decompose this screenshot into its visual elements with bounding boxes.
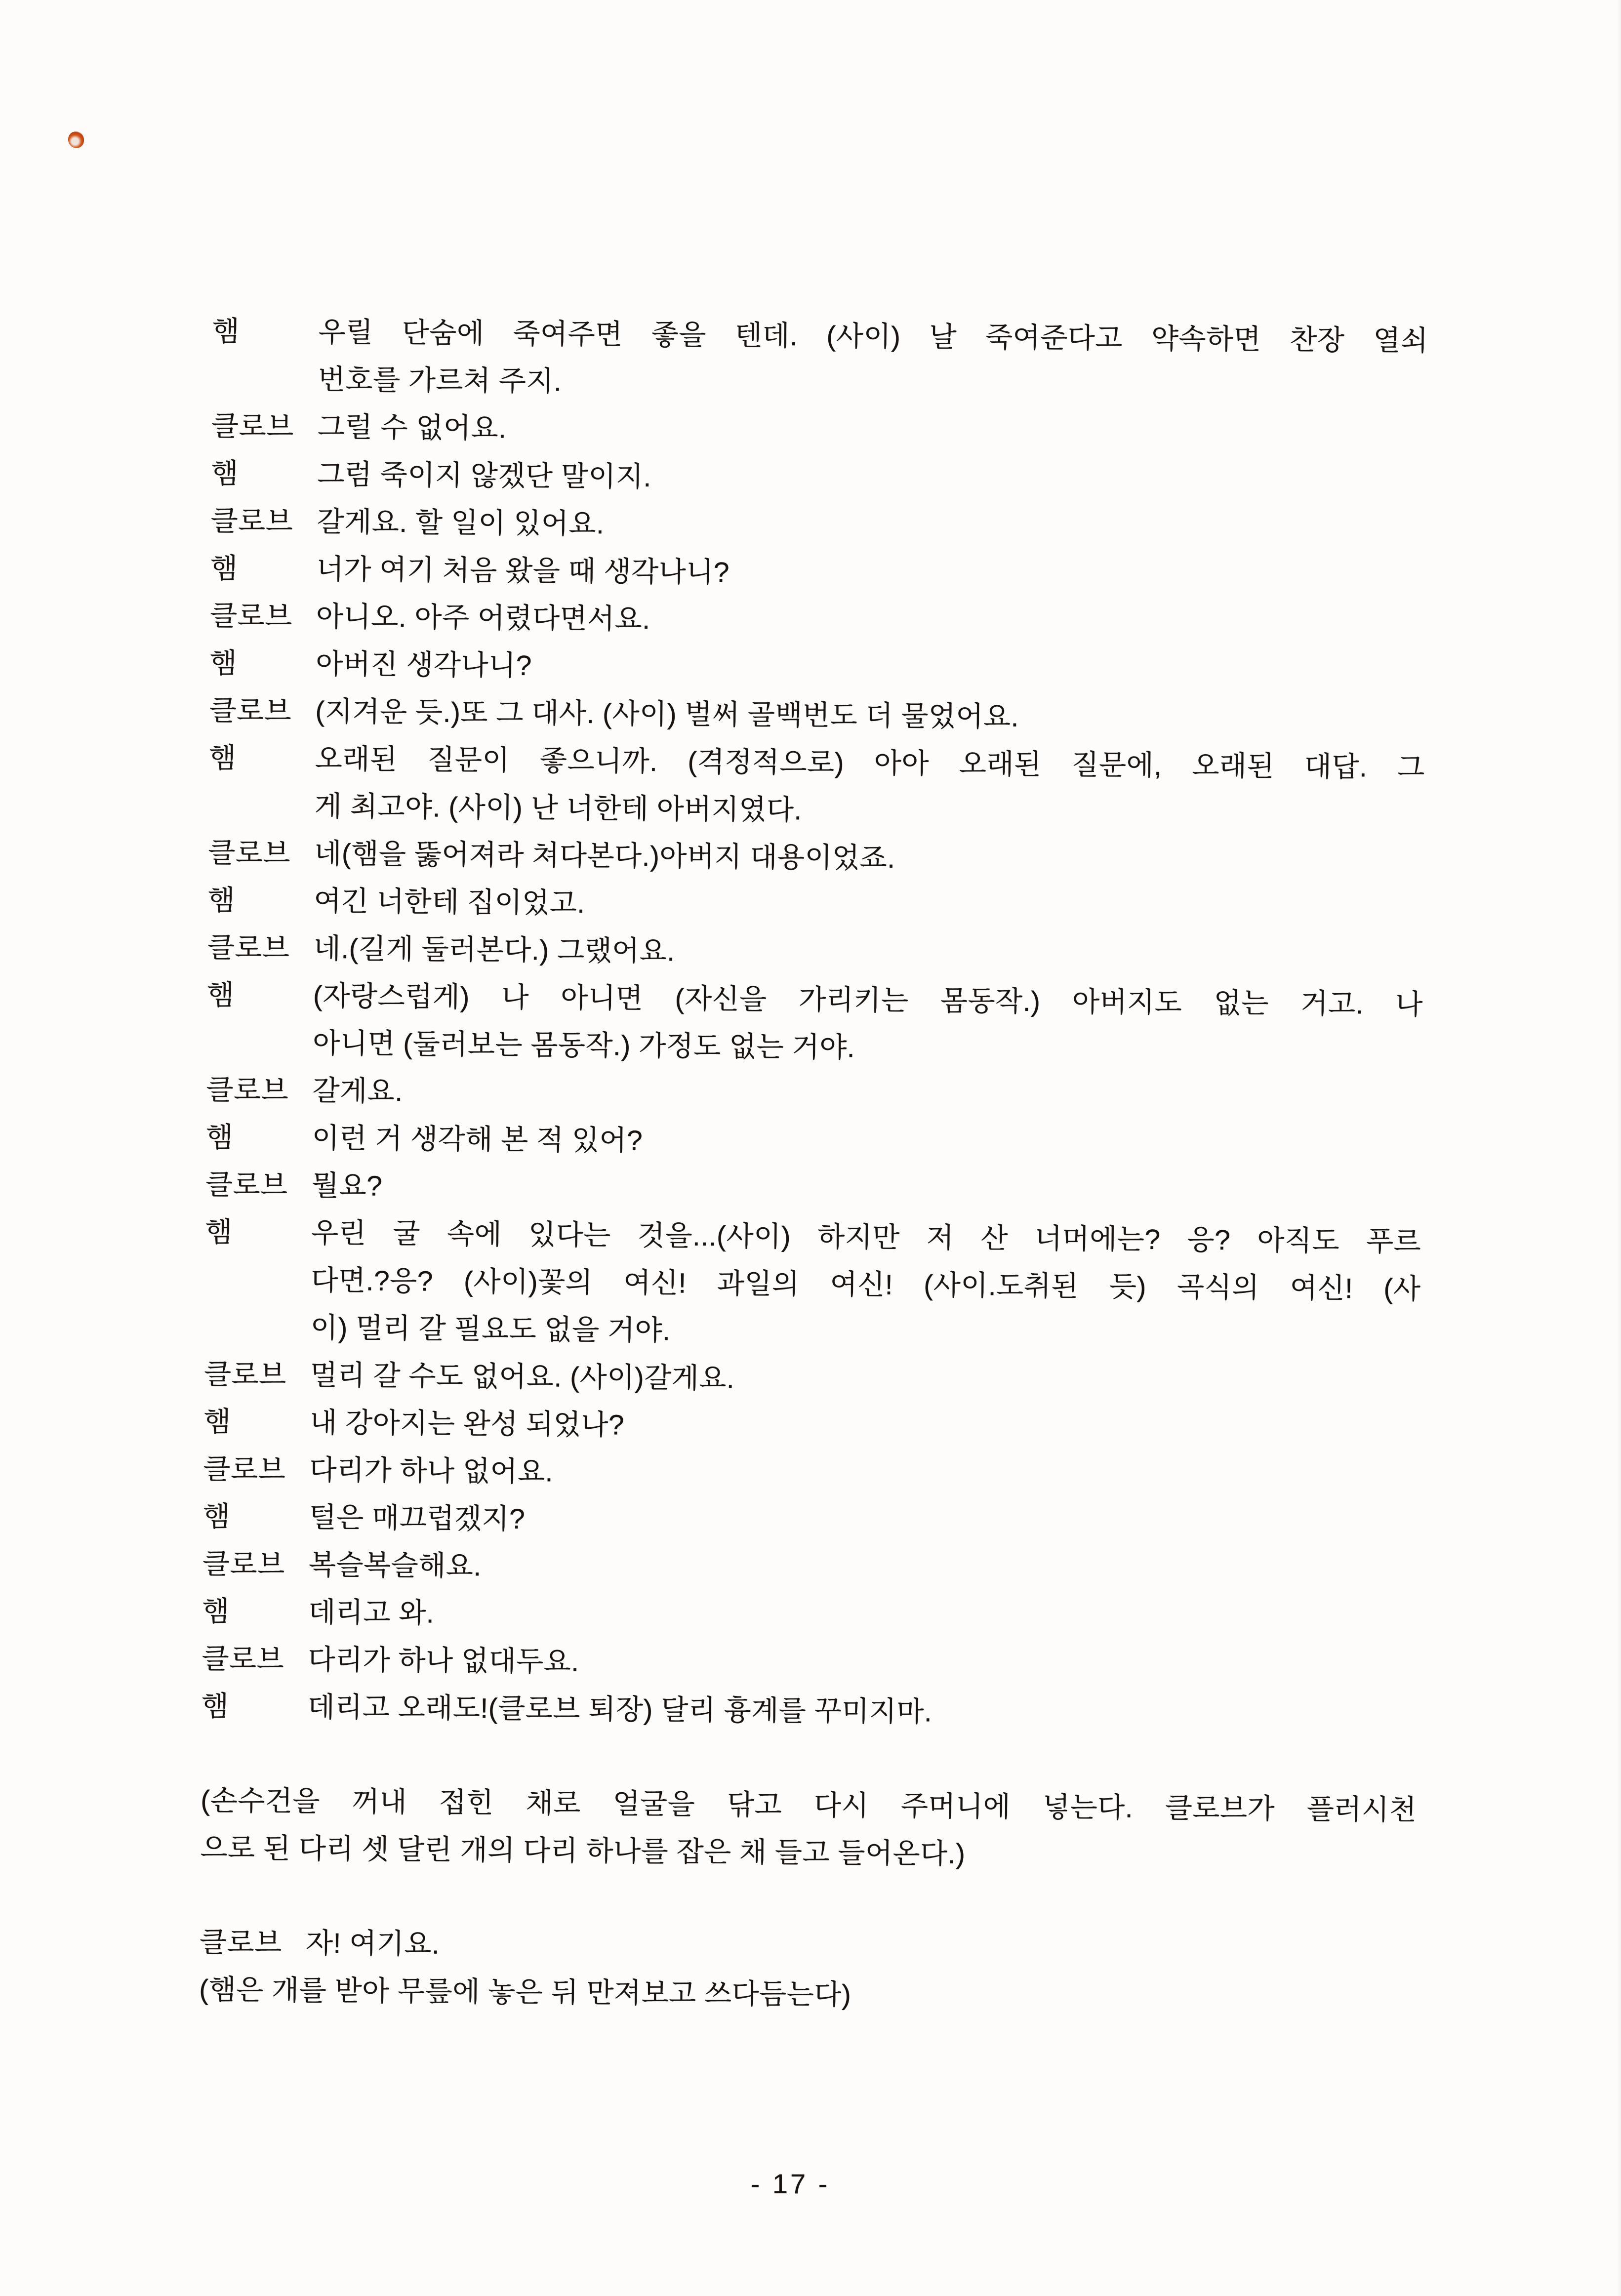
speaker-name: 햄 [205,1216,233,1249]
dialogue-text: 털은 매끄럽겠지? [309,1501,526,1535]
speaker-name: 클로브 [209,600,293,633]
speaker-name: 햄 [207,884,236,917]
speaker-name: 햄 [209,647,238,680]
speaker-name: 햄 [206,979,235,1011]
dialogue-text: 자! 여기요. [305,1927,440,1960]
speaker-name: 클로브 [202,1643,284,1676]
dialogue-text: 데리고 오래도!(클로브 퇴장) 달리 흉계를 꾸미지마. [307,1691,932,1728]
dialogue-line [211,308,1428,412]
dialogue-text: 그럴 수 없어요. [317,411,507,444]
script-text-block [199,308,1428,2023]
speaker-name: 클로브 [207,931,290,965]
dialogue-text: 그럼 죽이지 않겠단 말이지. [317,458,652,493]
stage-direction-text: (손수건을 꺼내 접힌 채로 얼굴을 닦고 다시 주머니에 넣는다. 클로브가 플러시천 으로 된 다리 셋 달린 개의 다리 하나를 잡은 채 들고 들어온다.) [200,1784,1417,1870]
dialogue-text: 네.(길게 둘러본다.) 그랬어요. [313,932,675,967]
dialogue-text: 복슬복슬해요. [308,1549,482,1582]
dialogue-text: 뭘요? [311,1169,383,1202]
speaker-name: 햄 [211,457,239,490]
dialogue-text: 데리고 와. [308,1596,435,1629]
dialogue-text: 다리가 하나 없어요. [309,1454,554,1488]
speaker-name: 햄 [203,1406,232,1438]
dialogue-text: 다리가 하나 없대두요. [308,1644,579,1678]
speaker-name: 햄 [201,1690,229,1723]
dialogue-text: 우릴 단숨에 죽여주면 좋을 텐데. (사이) 날 죽여준다고 약속하면 찬장 열쇠 번호를 가르쳐 주지. [318,316,1428,398]
speaker-name: 클로브 [203,1453,286,1486]
red-ink-dot [67,130,85,150]
speaker-name: 클로브 [209,694,292,727]
stage-direction-text: (햄은 개를 받아 무릎에 놓은 뒤 만져보고 쓰다듬는다) [199,1974,851,2011]
dialogue-text: 여긴 너한테 집이었고. [314,885,585,919]
dialogue-text: (지겨운 듯.)또 그 대사. (사이) 벌써 골백번도 더 물었어요. [315,695,1019,733]
dialogue-text: 이런 거 생각해 본 적 있어? [312,1122,643,1157]
dialogue-text: 갈게요. [312,1075,403,1108]
speaker-name: 클로브 [205,1168,288,1202]
dialogue-text: 너가 여기 처음 왔을 때 생각나니? [316,553,730,589]
dialogue-text: 우린 굴 속에 있다는 것을...(사이) 하지만 저 산 너머에는? 응? 아직도 푸르 다면.?응? (사이)꽃의 여신! 과일의 여신! (사이.도취된 듯) 곡식의 여신! (사 이) 멀리 갈 필요도 없을 거야. [310,1217,1421,1347]
dialogue-text: (자랑스럽게) 나 아니면 (자신을 가리키는 몸동작.) 아버지도 없는 거고. 나 아니면 (둘러보는 몸동작.) 가정도 없는 거야. [313,980,1423,1064]
speaker-name: 클로브 [208,837,291,870]
speaker-name: 햄 [203,1500,231,1533]
dialogue-line [208,734,1425,839]
speaker-name: 클로브 [206,1074,289,1107]
dialogue-text: 아버진 생각나니? [316,648,532,682]
dialogue-text: 내 강아지는 완성 되었나? [310,1407,625,1441]
speaker-name: 햄 [210,552,238,585]
speaker-name: 클로브 [202,1548,285,1581]
speaker-name: 햄 [205,1121,234,1154]
speaker-name: 햄 [212,315,240,348]
speaker-name: 클로브 [199,1926,282,1959]
dialogue-text: 멀리 갈 수도 없어요. (사이)갈게요. [310,1359,735,1395]
dialogue-line [204,1208,1421,1360]
dialogue-line [201,1683,1418,1739]
dialogue-text: 아니오. 아주 어렸다면서요. [316,601,650,635]
dialogue-line [206,971,1423,1076]
speaker-name: 햄 [208,742,237,774]
speaker-name: 햄 [202,1595,230,1628]
dialogue-text: 오래된 질문이 좋으니까. (격정적으로) 아아 오래된 질문에, 오래된 대답. 그 게 최고야. (사이) 난 너한테 아버지였다. [314,743,1425,826]
stage-direction [199,1966,1416,2023]
page-number: - 17 - [750,2168,830,2199]
dialogue-text: 갈게요. 할 일이 있어요. [317,506,605,540]
stage-direction [200,1777,1417,1881]
speaker-name: 클로브 [203,1358,286,1391]
speaker-name: 클로브 [211,410,294,443]
speaker-name: 클로브 [210,505,293,538]
dialogue-text: 네(햄을 뚫어져라 쳐다본다.)아버지 대용이었죠. [314,838,895,874]
